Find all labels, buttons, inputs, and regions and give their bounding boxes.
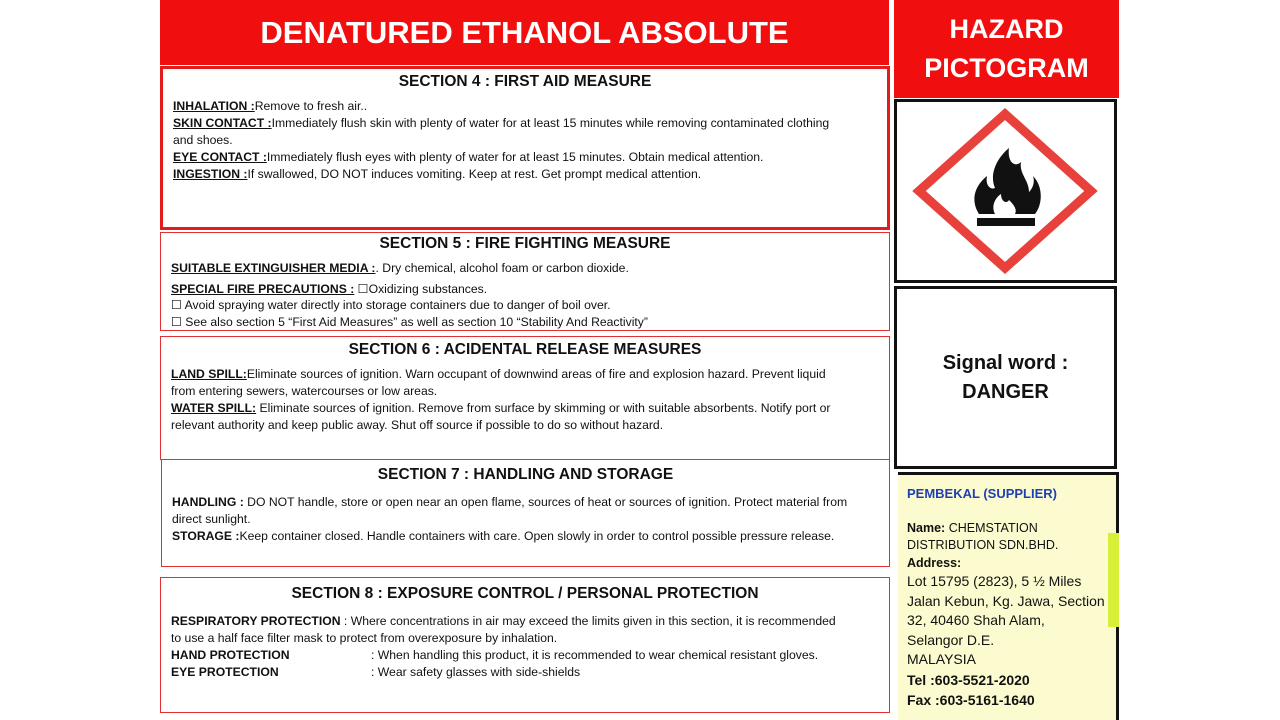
supplier-address-line-3: 32, 40460 Shah Alam,	[907, 612, 1045, 628]
section-7-title: SECTION 7 : HANDLING AND STORAGE	[377, 466, 674, 483]
respiratory-text-cont: to use a half face filter mask to protect from overexposure by inhalation.	[171, 631, 558, 645]
hazard-header-line1: HAZARD	[949, 14, 1064, 44]
section-5-fire-fighting	[160, 232, 890, 331]
eye-contact-label: EYE CONTACT :	[173, 150, 267, 164]
respiratory-label: RESPIRATORY PROTECTION	[171, 614, 341, 628]
skin-contact-text: Immediately flush skin with plenty of water for at least 15 minutes while removing contaminated clothing	[271, 116, 830, 130]
supplier-heading: PEMBEKAL (SUPPLIER)	[907, 486, 1057, 501]
signal-word-value: DANGER	[962, 380, 1049, 403]
hand-protection-text: : When handling this product, it is recommended to wear chemical resistant gloves.	[371, 648, 819, 662]
inhalation-text: Remove to fresh air..	[254, 99, 368, 113]
supplier-fax: Fax :603-5161-1640	[907, 691, 1035, 708]
section-6-title: SECTION 6 : ACIDENTAL RELEASE MEASURES	[348, 341, 702, 358]
eye-protection-label: EYE PROTECTION	[171, 665, 279, 679]
supplier-address-line-4: Selangor D.E.	[907, 631, 995, 648]
hazard-header-line2: PICTOGRAM	[924, 53, 1089, 83]
land-spill-label: LAND SPILL:	[171, 367, 247, 381]
inhalation-label: INHALATION :	[173, 99, 255, 113]
section-5-title: SECTION 5 : FIRE FIGHTING MEASURE	[379, 235, 671, 252]
hand-protection-label: HAND PROTECTION	[171, 648, 290, 662]
storage-label: STORAGE :	[172, 529, 240, 543]
supplier-tel: Tel :603-5521-2020	[907, 671, 1030, 688]
precaution-bullet-2: ☐ See also section 5 “First Aid Measures” as well as section 10 “Stability And Reactivity”	[171, 314, 648, 329]
section-4-title: SECTION 4 : FIRST AID MEASURE	[398, 73, 652, 90]
section-7-handling-storage	[161, 459, 890, 567]
section-4-first-aid	[160, 66, 890, 230]
supplier-name-cont: DISTRIBUTION SDN.BHD.	[907, 538, 1059, 552]
signal-word-box	[894, 286, 1117, 469]
eye-contact-text: Immediately flush eyes with plenty of water for at least 15 minutes. Obtain medical attention.	[266, 150, 764, 164]
section-6-accidental-release	[160, 336, 890, 460]
highlight-strip	[1108, 533, 1119, 627]
land-spill-text: Eliminate sources of ignition. Warn occupant of downwind areas of fire and explosion hazard. Prevent liquid	[246, 367, 826, 381]
water-spill-label: WATER SPILL:	[171, 401, 257, 415]
skin-contact-text-cont: and shoes.	[173, 133, 233, 147]
respiratory-text: : Where concentrations in air may exceed the limits given in this section, it is recommended	[340, 614, 836, 628]
extinguisher-media-text: . Dry chemical, alcohol foam or carbon dioxide.	[375, 261, 629, 275]
hazard-pictogram-header	[894, 0, 1119, 98]
document-title: DENATURED ETHANOL ABSOLUTE	[160, 0, 889, 65]
flame-pictogram-icon	[897, 102, 1114, 280]
precaution-bullet-1: ☐ Avoid spraying water directly into storage containers due to danger of boil over.	[171, 298, 611, 312]
handling-text-cont: direct sunlight.	[172, 512, 251, 526]
pictogram-frame	[894, 99, 1117, 283]
handling-label: HANDLING :	[172, 495, 244, 509]
supplier-address-line-1: Lot 15795 (2823), 5 ½ Miles	[907, 573, 1082, 589]
supplier-box	[898, 472, 1119, 720]
eye-protection-text: : Wear safety glasses with side-shields	[371, 665, 581, 679]
ingestion-label: INGESTION :	[173, 167, 248, 181]
supplier-address-label: Address:	[907, 555, 962, 570]
supplier-name: CHEMSTATION	[945, 520, 1038, 535]
special-precautions-label: SPECIAL FIRE PRECAUTIONS :	[171, 281, 355, 296]
handling-text: DO NOT handle, store or open near an open flame, sources of heat or sources of ignition. Protect material from	[243, 495, 848, 509]
skin-contact-label: SKIN CONTACT :	[173, 116, 272, 130]
storage-text: Keep container closed. Handle containers with care. Open slowly in order to control possible pressure release.	[239, 529, 835, 543]
water-spill-text-cont: relevant authority and keep public away. Shut off source if possible to do so without hazard.	[171, 418, 664, 432]
section-8-exposure-control	[160, 577, 890, 713]
special-precautions-text: ☐Oxidizing substances.	[354, 281, 488, 296]
section-8-title: SECTION 8 : EXPOSURE CONTROL / PERSONAL PROTECTION	[291, 585, 759, 602]
supplier-address-line-2: Jalan Kebun, Kg. Jawa, Section	[907, 592, 1105, 609]
land-spill-text-cont: from entering sewers, watercourses or low areas.	[171, 384, 438, 398]
signal-word-label: Signal word :	[942, 351, 1069, 374]
extinguisher-media-label: SUITABLE EXTINGUISHER MEDIA :	[171, 261, 376, 275]
water-spill-text: Eliminate sources of ignition. Remove from surface by skimming or with suitable absorbents. Notify port or	[256, 401, 831, 415]
ingestion-text: If swallowed, DO NOT induces vomiting. Keep at rest. Get prompt medical attention.	[247, 167, 702, 181]
supplier-name-label: Name:	[907, 520, 946, 535]
supplier-address-line-5: MALAYSIA	[907, 651, 976, 667]
